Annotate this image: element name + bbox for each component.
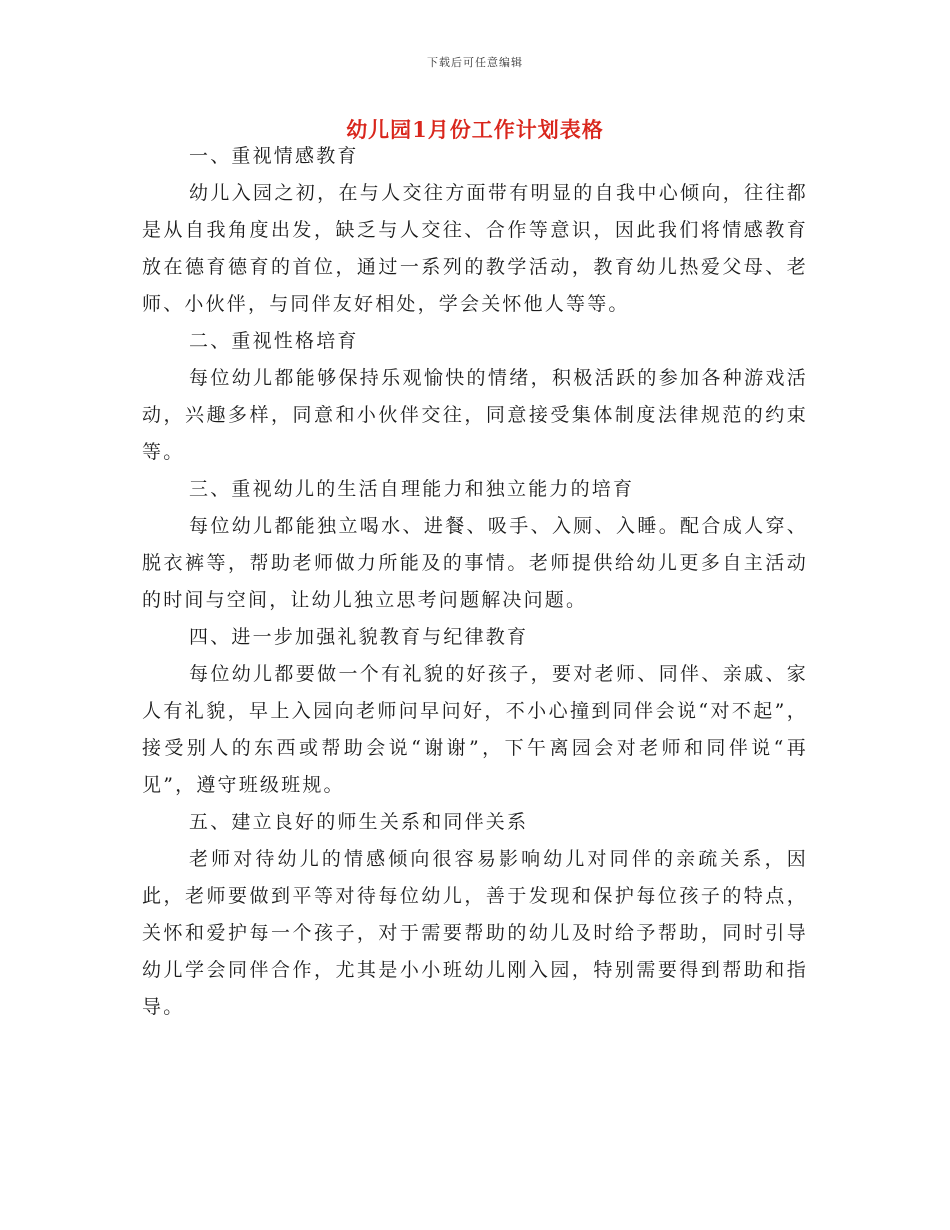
- section-heading-1: 一、重视情感教育: [189, 145, 359, 167]
- section-heading-3: 三、重视幼儿的生活自理能力和独立能力的培育: [189, 478, 635, 500]
- section-heading-5: 五、建立良好的师生关系和同伴关系: [189, 811, 529, 833]
- section-paragraph-3: 每位幼儿都能独立喝水、进餐、吸手、入厕、入睡。配合成人穿、脱衣裤等，帮助老师做力所能及的事情。老师提供给幼儿更多自主活动的时间与空间，让幼儿独立思考问题解决问题。: [142, 515, 808, 611]
- section-paragraph-5: 老师对待幼儿的情感倾向很容易影响幼儿对同伴的亲疏关系，因此，老师要做到平等对待每位幼儿，善于发现和保护每位孩子的特点，关怀和爱护每一个孩子，对于需要帮助的幼儿及时给予帮助，同时引导幼儿学会同伴合作，尤其是小小班幼儿刚入园，特别需要得到帮助和指导。: [142, 848, 808, 1018]
- section-heading-4: 四、进一步加强礼貌教育与纪律教育: [189, 626, 529, 648]
- section-paragraph-2: 每位幼儿都能够保持乐观愉快的情绪，积极活跃的参加各种游戏活动，兴趣多样，同意和小伙伴交往，同意接受集体制度法律规范的约束等。: [142, 367, 808, 463]
- document-title: 幼儿园1月份工作计划表格: [346, 117, 604, 142]
- section-paragraph-1: 幼儿入园之初，在与人交往方面带有明显的自我中心倾向，往往都是从自我角度出发，缺乏与人交往、合作等意识，因此我们将情感教育放在德育德育的首位，通过一系列的教学活动，教育幼儿热爱父母、老师、小伙伴，与同伴友好相处，学会关怀他人等等。: [142, 182, 808, 315]
- section-heading-2: 二、重视性格培育: [189, 330, 359, 352]
- document-body: [142, 138, 808, 1026]
- page-header: 下载后可任意编辑: [427, 56, 523, 69]
- section-paragraph-4: 每位幼儿都要做一个有礼貌的好孩子，要对老师、同伴、亲戚、家人有礼貌，早上入园向老师问早问好，不小心撞到同伴会说“对不起”，接受别人的东西或帮助会说“谢谢”，下午离园会对老师和同伴说“再见”，遵守班级班规。: [142, 663, 808, 796]
